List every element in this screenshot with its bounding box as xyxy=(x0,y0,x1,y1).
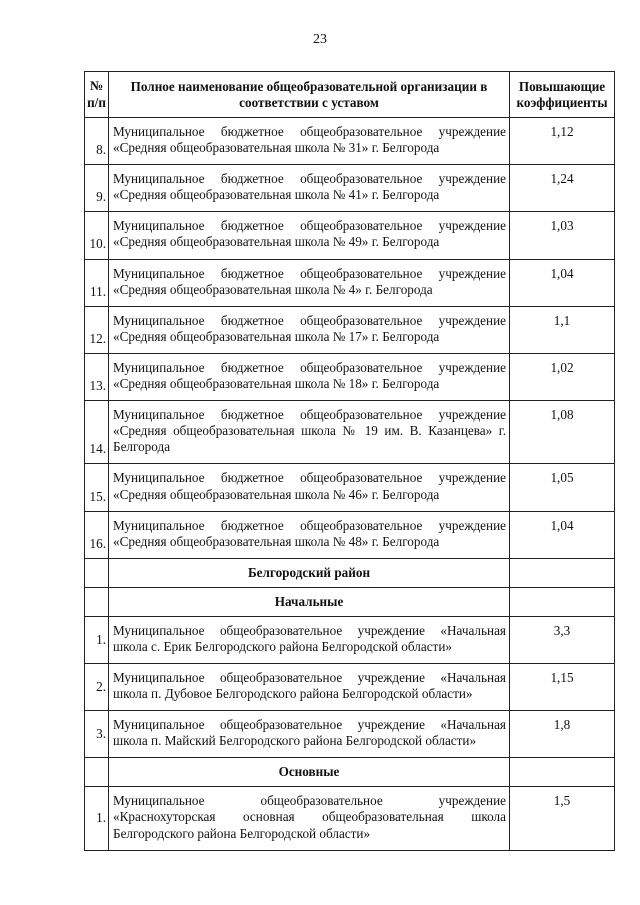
row-coefficient: 1,8 xyxy=(510,711,615,758)
page-number: 23 xyxy=(313,32,327,47)
row-coefficient: 3,3 xyxy=(510,616,615,663)
header-organization-name: Полное наименование общеобразовательной организации в соответствии с уставом xyxy=(109,72,510,118)
row-organization-name: Муниципальное бюджетное общеобразовательное учреждение «Средняя общеобразовательная школа № 31» г. Белгорода xyxy=(109,118,510,165)
table-row xyxy=(85,259,615,306)
row-organization-name: Муниципальное общеобразовательное учреждение «Начальная школа с. Ерик Белгородского района Белгородской области» xyxy=(109,616,510,663)
table-header-row xyxy=(85,72,615,118)
row-number: 14. xyxy=(85,401,109,464)
row-organization-name: Муниципальное общеобразовательное учреждение «Начальная школа п. Дубовое Белгородского района Белгородской области» xyxy=(109,663,510,710)
table-row xyxy=(85,401,615,464)
row-organization-name: Муниципальное бюджетное общеобразовательное учреждение «Средняя общеобразовательная школа № 48» г. Белгорода xyxy=(109,511,510,558)
row-number: 10. xyxy=(85,212,109,259)
table-row xyxy=(85,511,615,558)
row-number: 16. xyxy=(85,511,109,558)
row-number: 11. xyxy=(85,259,109,306)
row-coefficient: 1,5 xyxy=(510,787,615,850)
row-coefficient: 1,1 xyxy=(510,306,615,353)
table-body xyxy=(85,118,615,851)
section-primary-title: Начальные xyxy=(109,587,510,616)
row-organization-name: Муниципальное бюджетное общеобразовательное учреждение «Средняя общеобразовательная школа № 46» г. Белгорода xyxy=(109,464,510,511)
row-coefficient: 1,15 xyxy=(510,663,615,710)
table-row xyxy=(85,663,615,710)
row-organization-name: Муниципальное бюджетное общеобразовательное учреждение «Средняя общеобразовательная школа № 41» г. Белгорода xyxy=(109,165,510,212)
row-organization-name: Муниципальное общеобразовательное учреждение «Краснохуторская основная общеобразовательная школа Белгородского района Белгородской области» xyxy=(109,787,510,850)
row-coefficient: 1,12 xyxy=(510,118,615,165)
coefficients-table xyxy=(84,71,615,851)
header-number: № п/п xyxy=(85,72,109,118)
row-organization-name: Муниципальное бюджетное общеобразовательное учреждение «Средняя общеобразовательная школа № 19 им. В. Казанцева» г. Белгорода xyxy=(109,401,510,464)
section-district-row xyxy=(85,558,615,587)
row-coefficient: 1,05 xyxy=(510,464,615,511)
section-basic-row xyxy=(85,758,615,787)
row-organization-name: Муниципальное бюджетное общеобразовательное учреждение «Средняя общеобразовательная школа № 17» г. Белгорода xyxy=(109,306,510,353)
table-row xyxy=(85,165,615,212)
row-coefficient: 1,04 xyxy=(510,511,615,558)
table-row xyxy=(85,464,615,511)
section-primary-row xyxy=(85,587,615,616)
table-row xyxy=(85,711,615,758)
row-number: 15. xyxy=(85,464,109,511)
header-coefficients: Повышающие коэффициенты xyxy=(510,72,615,118)
row-organization-name: Муниципальное бюджетное общеобразовательное учреждение «Средняя общеобразовательная школа № 18» г. Белгорода xyxy=(109,353,510,400)
row-number: 13. xyxy=(85,353,109,400)
row-organization-name: Муниципальное бюджетное общеобразовательное учреждение «Средняя общеобразовательная школа № 49» г. Белгорода xyxy=(109,212,510,259)
row-number: 3. xyxy=(85,711,109,758)
table-row xyxy=(85,306,615,353)
table-row xyxy=(85,787,615,850)
row-number: 2. xyxy=(85,663,109,710)
row-number: 9. xyxy=(85,165,109,212)
row-coefficient: 1,08 xyxy=(510,401,615,464)
section-district-title: Белгородский район xyxy=(109,558,510,587)
row-organization-name: Муниципальное общеобразовательное учреждение «Начальная школа п. Майский Белгородского района Белгородской области» xyxy=(109,711,510,758)
table-row xyxy=(85,212,615,259)
row-number: 1. xyxy=(85,787,109,850)
row-coefficient: 1,02 xyxy=(510,353,615,400)
row-number: 8. xyxy=(85,118,109,165)
row-number: 1. xyxy=(85,616,109,663)
row-coefficient: 1,24 xyxy=(510,165,615,212)
table-row xyxy=(85,353,615,400)
row-organization-name: Муниципальное бюджетное общеобразовательное учреждение «Средняя общеобразовательная школа № 4» г. Белгорода xyxy=(109,259,510,306)
table-row xyxy=(85,616,615,663)
row-coefficient: 1,03 xyxy=(510,212,615,259)
table-row xyxy=(85,118,615,165)
row-coefficient: 1,04 xyxy=(510,259,615,306)
row-number: 12. xyxy=(85,306,109,353)
section-basic-title: Основные xyxy=(109,758,510,787)
